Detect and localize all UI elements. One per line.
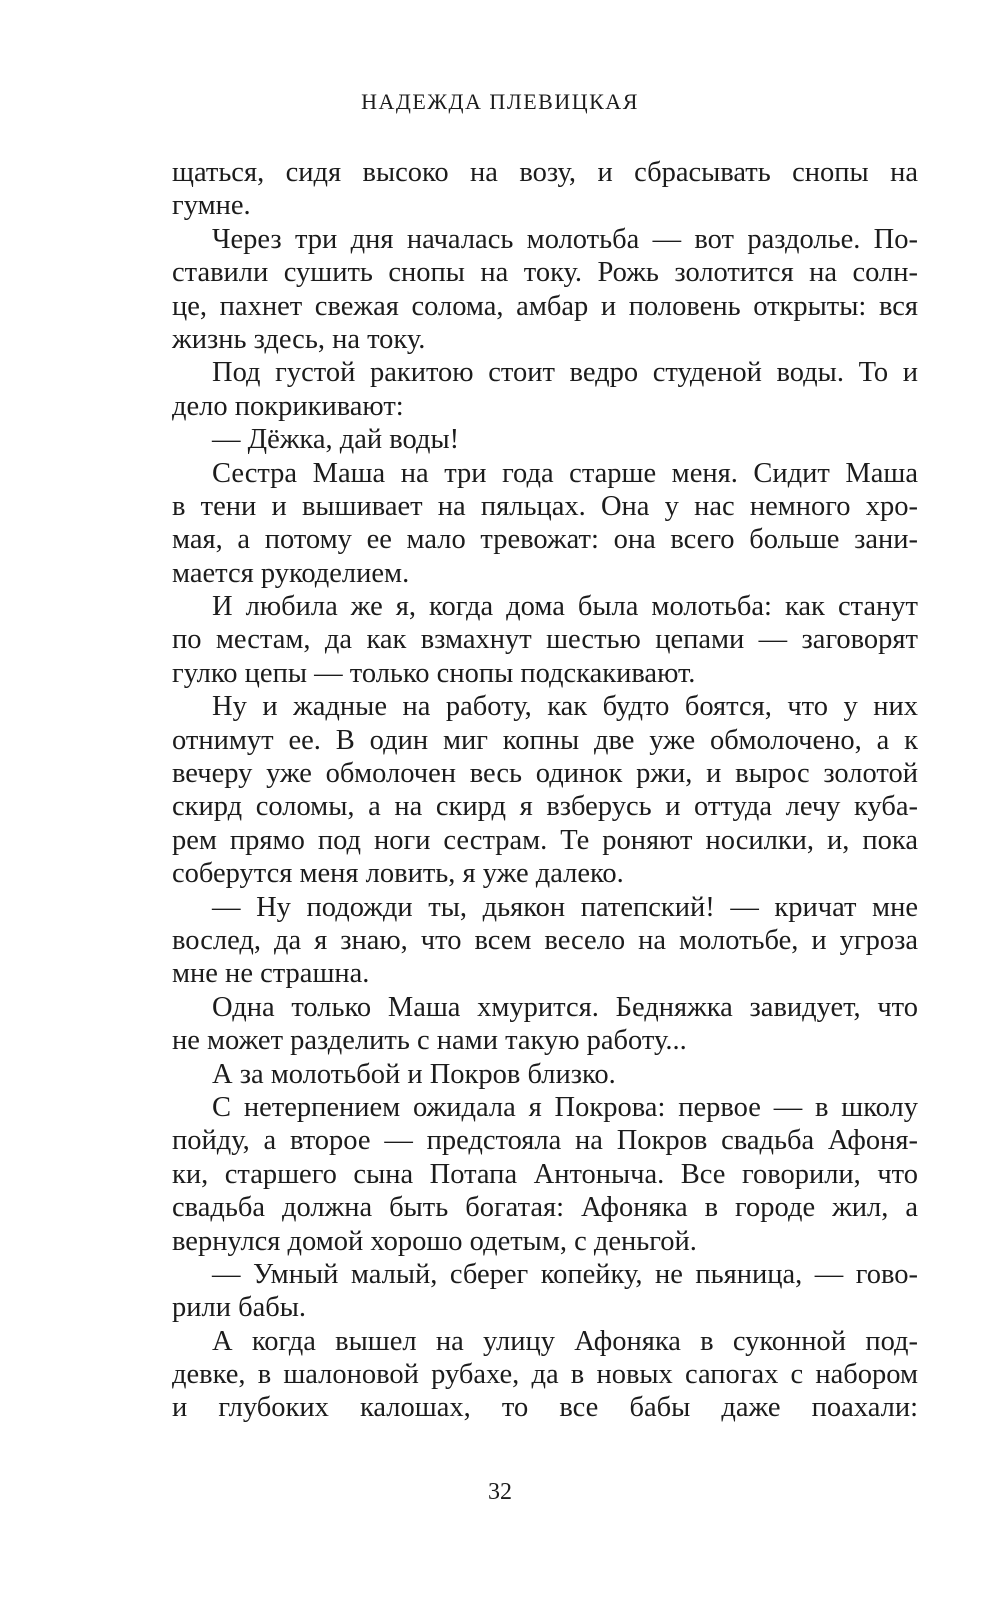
text-line: И любила же я, когда дома была молотьба: как станут [212, 591, 918, 623]
paragraph [172, 1325, 918, 1425]
text-line: отнимут ее. В один миг копны две уже обмолочено, а к [172, 724, 918, 756]
text-line: не может разделить с нами такую работу... [172, 1025, 687, 1057]
paragraph [172, 1058, 918, 1091]
paragraph [172, 1091, 918, 1258]
paragraph [172, 423, 918, 456]
text-line: Одна только Маша хмурится. Бедняжка завидует, что [212, 991, 918, 1023]
text-line: рили бабы. [172, 1292, 307, 1324]
text-line: вернулся домой хорошо одетым, с деньгой. [172, 1225, 697, 1257]
text-line: пойду, а второе — предстояла на Покров свадьба Афоня- [172, 1125, 918, 1157]
text-line: гулко цепы — только снопы подскакивают. [172, 657, 696, 689]
paragraph [172, 1258, 918, 1325]
text-line: вечеру уже обмолочен весь одинок ржи, и вырос золотой [172, 758, 918, 790]
text-line: ставили сушить снопы на току. Рожь золотится на солн- [172, 257, 918, 289]
text-line: С нетерпением ожидала я Покрова: первое — в школу [212, 1091, 918, 1123]
text-line: Через три дня началась молотьба — вот раздолье. По- [212, 223, 918, 255]
text-line: и глубоких калошах, то все бабы даже поахали: [172, 1392, 918, 1424]
text-line: скирд соломы, а на скирд я взберусь и оттуда лечу куба- [172, 791, 918, 823]
text-line: — Ну подожди ты, дьякон патепский! — кричат мне [212, 891, 918, 923]
page-number: 32 [488, 1479, 512, 1505]
text-line: щаться, сидя высоко на возу, и сбрасывать снопы на [172, 157, 918, 188]
text-line: мается рукоделием. [172, 557, 410, 589]
text-line: вослед, да я знаю, что всем весело на молотьбе, и угроза [172, 924, 918, 956]
body-text [172, 156, 918, 1425]
paragraph [172, 891, 918, 991]
text-line: дело покрикивают: [172, 390, 404, 422]
text-line: девке, в шалоновой рубахе, да в новых сапогах с набором [172, 1359, 918, 1391]
text-line: соберутся меня ловить, я уже далеко. [172, 858, 624, 890]
text-line: А за молотьбой и Покров близко. [212, 1058, 616, 1090]
text-line: по местам, да как взмахнут шестью цепами — заговорят [172, 624, 918, 656]
text-line: гумне. [172, 190, 251, 222]
paragraph [172, 457, 918, 591]
text-line: Под густой ракитою стоит ведро студеной воды. То и [212, 357, 918, 389]
paragraph [172, 223, 918, 357]
text-line: Сестра Маша на три года старше меня. Сидит Маша [212, 457, 918, 489]
paragraph [172, 156, 918, 223]
text-line: А когда вышел на улицу Афоняка в суконной под- [212, 1325, 918, 1357]
paragraph [172, 356, 918, 423]
text-line: в тени и вышивает на пяльцах. Она у нас немного хро- [172, 490, 918, 522]
text-line: мне не страшна. [172, 958, 370, 990]
text-line: — Умный малый, сберег копейку, не пьяница, — гово- [212, 1258, 918, 1290]
text-line: — Дёжка, дай воды! [212, 424, 460, 456]
paragraph [172, 991, 918, 1058]
text-line: ки, старшего сына Потапа Антоныча. Все говорили, что [172, 1158, 918, 1190]
paragraph [172, 590, 918, 690]
text-line: свадьба должна быть богатая: Афоняка в городе жил, а [172, 1192, 918, 1224]
text-line: жизнь здесь, на току. [172, 323, 426, 355]
paragraph [172, 690, 918, 890]
text-line: рем прямо под ноги сестрам. Те роняют носилки, и, пока [172, 824, 918, 856]
running-title: НАДЕЖДА ПЛЕВИЦКАЯ [361, 89, 639, 114]
text-line: Ну и жадные на работу, как будто боятся, что у них [212, 691, 918, 723]
text-line: це, пахнет свежая солома, амбар и половень открыты: вся [172, 290, 918, 322]
text-line: мая, а потому ее мало тревожат: она всего больше зани- [172, 524, 918, 556]
